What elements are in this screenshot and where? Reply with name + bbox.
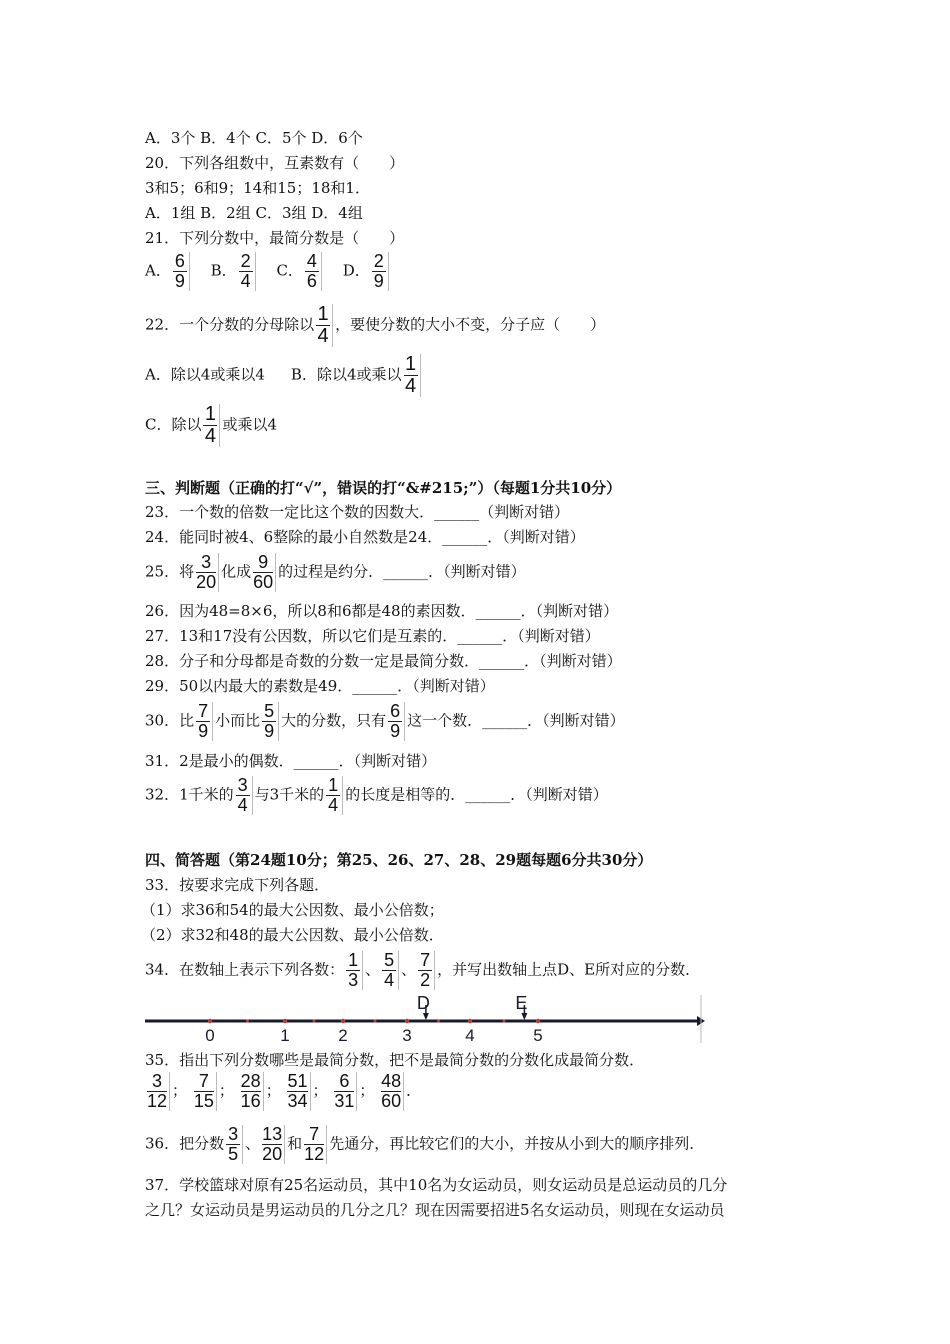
q20-groups: 3和5；6和9；14和15；18和1． — [145, 179, 370, 197]
q35-stem: 35．指出下列分数哪些是最简分数，把不是最简分数的分数化成最简分数． — [145, 1051, 645, 1069]
point-arrow — [521, 1013, 527, 1020]
section-3-title: 三、判断题（正确的打“√”，错误的打“&#215;”）（每题1分共10分） — [145, 479, 622, 497]
fraction: $\frac{28}{16}$ — [241, 1072, 264, 1111]
axis-minor-tick — [374, 1020, 377, 1023]
q37-line2: 之几？女运动员是男运动员的几分之几？现在因需要招进5名女运动员，则现在女运动员 — [145, 1201, 725, 1219]
axis-tick — [341, 1019, 345, 1023]
tick-label: 1 — [280, 1026, 290, 1043]
q20-stem: 20．下列各组数中，互素数有（ ） — [145, 154, 405, 172]
q22-option-c: C．除以 $\frac{1}{4}$ 或乘以4 — [145, 403, 278, 447]
q32: 32．1千米的 $\frac{3}{4}$ 与3千米的 $\frac{1}{4}$ 的长度是相等的．______．（判断对错） — [145, 775, 608, 815]
axis-minor-tick — [246, 1020, 249, 1023]
fraction: $\frac{1}{4}$ — [316, 304, 333, 347]
fraction: $\frac{51}{34}$ — [287, 1072, 310, 1111]
q30: 30．比 $\frac{7}{9}$ 小而比 $\frac{5}{9}$ 大的分数，只有 $\frac{6}{9}$ 这一个数．______．（判断对错） — [145, 701, 625, 741]
q25: 25．将 $\frac{3}{20}$ 化成 $\frac{9}{60}$ 的过程是约分．______．（判断对错） — [145, 552, 526, 592]
q22-options-ab: A．除以4或乘以4 B．除以4或乘以 $\frac{1}{4}$ — [145, 354, 423, 397]
number-line — [145, 995, 705, 1043]
tick-label: 5 — [533, 1026, 543, 1043]
q21-options: A． $\frac{6}{9}$ B． $\frac{2}{4}$ C． $\frac{4}{6}$ D． $\frac{2}{9}$ — [145, 252, 391, 291]
number-line-svg — [145, 995, 705, 1043]
axis-minor-tick — [437, 1020, 440, 1023]
q35-fractions: $\frac{3}{12}$ ； $\frac{7}{15}$ ； $\frac{28}{16}$ ； $\frac{51}{34}$ ； $\frac{6}{31}$ ； $\frac{48}{60}$ ． — [147, 1071, 422, 1111]
q33-stem: 33．按要求完成下列各题． — [145, 876, 330, 894]
fraction: $\frac{2}{9}$ — [372, 252, 389, 291]
q36: 36．把分数 $\frac{3}{5}$ 、 $\frac{13}{20}$ 和 $\frac{7}{12}$ 先通分，再比较它们的大小，并按从小到大的顺序排列． — [145, 1124, 705, 1164]
fraction: $\frac{1}{3}$ — [346, 951, 363, 990]
fraction: $\frac{6}{31}$ — [334, 1072, 357, 1111]
section-4-title: 四、简答题（第24题10分；第25、26、27、28、29题每题6分共30分） — [145, 851, 653, 869]
q21-stem: 21．下列分数中，最简分数是（ ） — [145, 229, 405, 247]
fraction: $\frac{1}{4}$ — [326, 776, 343, 815]
fraction: $\frac{13}{20}$ — [262, 1125, 285, 1164]
point-arrow — [423, 1013, 429, 1020]
q23: 23．一个数的倍数一定比这个数的因数大．______（判断对错） — [145, 503, 570, 521]
fraction: $\frac{5}{9}$ — [262, 702, 279, 741]
q33-part2: （2）求32和48的最大公因数、最小公倍数． — [141, 926, 444, 944]
q29: 29．50以内最大的素数是49．______．（判断对错） — [145, 677, 495, 695]
fraction: $\frac{3}{12}$ — [147, 1072, 170, 1111]
tick-label: 0 — [205, 1026, 215, 1043]
point-label: E — [515, 995, 528, 1013]
fraction: $\frac{6}{9}$ — [388, 702, 405, 741]
fraction: $\frac{3}{5}$ — [226, 1125, 243, 1164]
fraction: $\frac{9}{60}$ — [253, 553, 276, 592]
q27: 27．13和17没有公因数，所以它们是互素的．______．（判断对错） — [145, 627, 600, 645]
fraction: $\frac{7}{12}$ — [304, 1125, 327, 1164]
q28: 28．分子和分母都是奇数的分数一定是最简分数．______．（判断对错） — [145, 652, 622, 670]
axis-tick — [536, 1019, 540, 1023]
fraction: $\frac{6}{9}$ — [173, 252, 190, 291]
q19-options: A．3个 B．4个 C．5个 D．6个 — [145, 129, 363, 147]
fraction: $\frac{7}{9}$ — [196, 702, 213, 741]
fraction: $\frac{48}{60}$ — [381, 1072, 404, 1111]
tick-label: 2 — [338, 1026, 348, 1043]
fraction: $\frac{1}{4}$ — [203, 404, 220, 447]
q34-stem: 34．在数轴上表示下列各数： $\frac{1}{3}$ 、 $\frac{5}{4}$ 、 $\frac{7}{2}$ ，并写出数轴上点D、E所对应的分数． — [145, 950, 701, 990]
fraction: $\frac{3}{20}$ — [196, 553, 219, 592]
q33-part1: （1）求36和54的最大公因数、最小公倍数； — [141, 901, 444, 919]
q31: 31．2是最小的偶数．______．（判断对错） — [145, 752, 437, 770]
q37-line1: 37．学校篮球对原有25名运动员，其中10名为女运动员，则女运动员是总运动员的几分 — [145, 1176, 728, 1194]
tick-label: 4 — [465, 1026, 475, 1043]
fraction: $\frac{3}{4}$ — [236, 776, 253, 815]
fraction: $\frac{5}{4}$ — [382, 951, 399, 990]
q24: 24．能同时被4、6整除的最小自然数是24．______．（判断对错） — [145, 528, 585, 546]
q22-stem: 22．一个分数的分母除以 $\frac{1}{4}$ ，要使分数的大小不变，分子应（ ） — [145, 303, 606, 347]
axis-minor-tick — [503, 1020, 506, 1023]
q20-options: A．1组 B．2组 C．3组 D．4组 — [145, 204, 363, 222]
fraction: $\frac{7}{2}$ — [418, 951, 435, 990]
axis-tick — [405, 1019, 409, 1023]
axis-tick — [283, 1019, 287, 1023]
point-label: D — [416, 995, 430, 1013]
fraction: $\frac{4}{6}$ — [305, 252, 322, 291]
tick-label: 3 — [402, 1026, 412, 1043]
fraction: $\frac{7}{15}$ — [194, 1072, 217, 1111]
axis-minor-tick — [313, 1020, 316, 1023]
axis-tick — [208, 1019, 212, 1023]
q26: 26．因为48=8×6，所以8和6都是48的素因数．______．（判断对错） — [145, 602, 619, 620]
fraction: $\frac{1}{4}$ — [404, 354, 421, 397]
fraction: $\frac{2}{4}$ — [239, 252, 256, 291]
axis-tick — [468, 1019, 472, 1023]
